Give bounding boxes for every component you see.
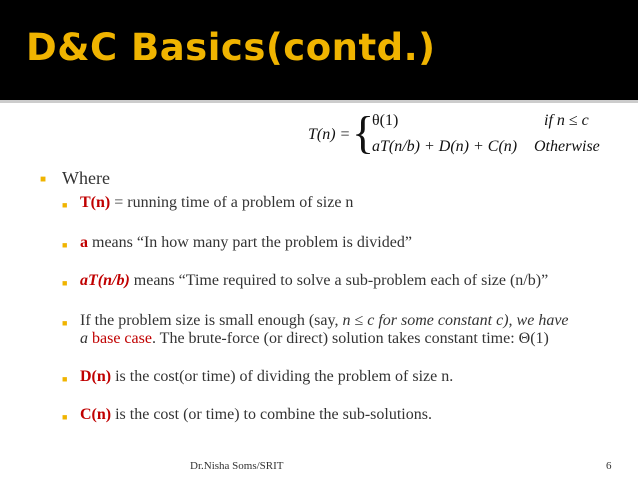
definition-cn: is the cost (or time) to combine the sub-solutions. — [111, 406, 432, 423]
formula-case-recursive: aT(n/b) + D(n) + C(n) — [372, 138, 518, 155]
formula-case-base: θ(1) — [372, 112, 399, 129]
recurrence-formula — [300, 108, 630, 164]
definition-a: means “In how many part the problem is divided” — [88, 234, 412, 251]
where-heading: Where — [62, 168, 110, 188]
bullet-icon: ■ — [62, 318, 68, 328]
bullet-icon: ■ — [62, 412, 68, 422]
definition-tn: = running time of a problem of size n — [110, 194, 354, 211]
definition-dn: is the cost(or time) of dividing the problem of size n. — [111, 368, 454, 385]
definition-atnb: means “Time required to solve a sub-problem each of size (n/b)” — [129, 272, 549, 289]
bullet-icon: ■ — [62, 278, 68, 288]
term-dn: D(n) — [80, 368, 112, 385]
formula-brace: { — [352, 107, 375, 158]
bullet-icon: ■ — [62, 200, 68, 210]
base-case-ital1: n ≤ c for some constant c), we have — [342, 312, 569, 329]
list-item-base-case-line1 — [80, 312, 569, 330]
base-case-term: base case — [92, 330, 152, 347]
base-case-text2: . The brute-force (or direct) solution takes constant time: Θ(1) — [151, 330, 549, 347]
base-case-ital2: a — [80, 330, 88, 347]
title-bar — [0, 0, 638, 103]
list-item-atnb — [80, 272, 548, 290]
term-cn: C(n) — [80, 406, 112, 423]
term-tn: T(n) — [80, 194, 111, 211]
bullet-icon: ■ — [62, 240, 68, 250]
formula-lhs: T(n) = — [308, 126, 351, 143]
slide-title: D&C Basics(contd.) — [26, 26, 436, 69]
list-item-dn — [80, 368, 453, 386]
base-case-text1: If the problem size is small enough (say, — [80, 312, 343, 329]
list-item-base-case-line2 — [80, 330, 549, 348]
formula-condition-otherwise: Otherwise — [534, 138, 600, 155]
bullet-icon: ■ — [40, 174, 47, 185]
term-a: a — [80, 234, 88, 251]
list-item-a — [80, 234, 412, 252]
term-atnb: aT(n/b) — [80, 272, 130, 289]
footer-author: Dr.Nisha Soms/SRIT — [190, 460, 284, 472]
page-number: 6 — [606, 460, 612, 472]
formula-condition-base: if n ≤ c — [544, 112, 589, 129]
list-item-cn — [80, 406, 432, 424]
bullet-icon: ■ — [62, 374, 68, 384]
list-item-tn — [80, 194, 353, 212]
